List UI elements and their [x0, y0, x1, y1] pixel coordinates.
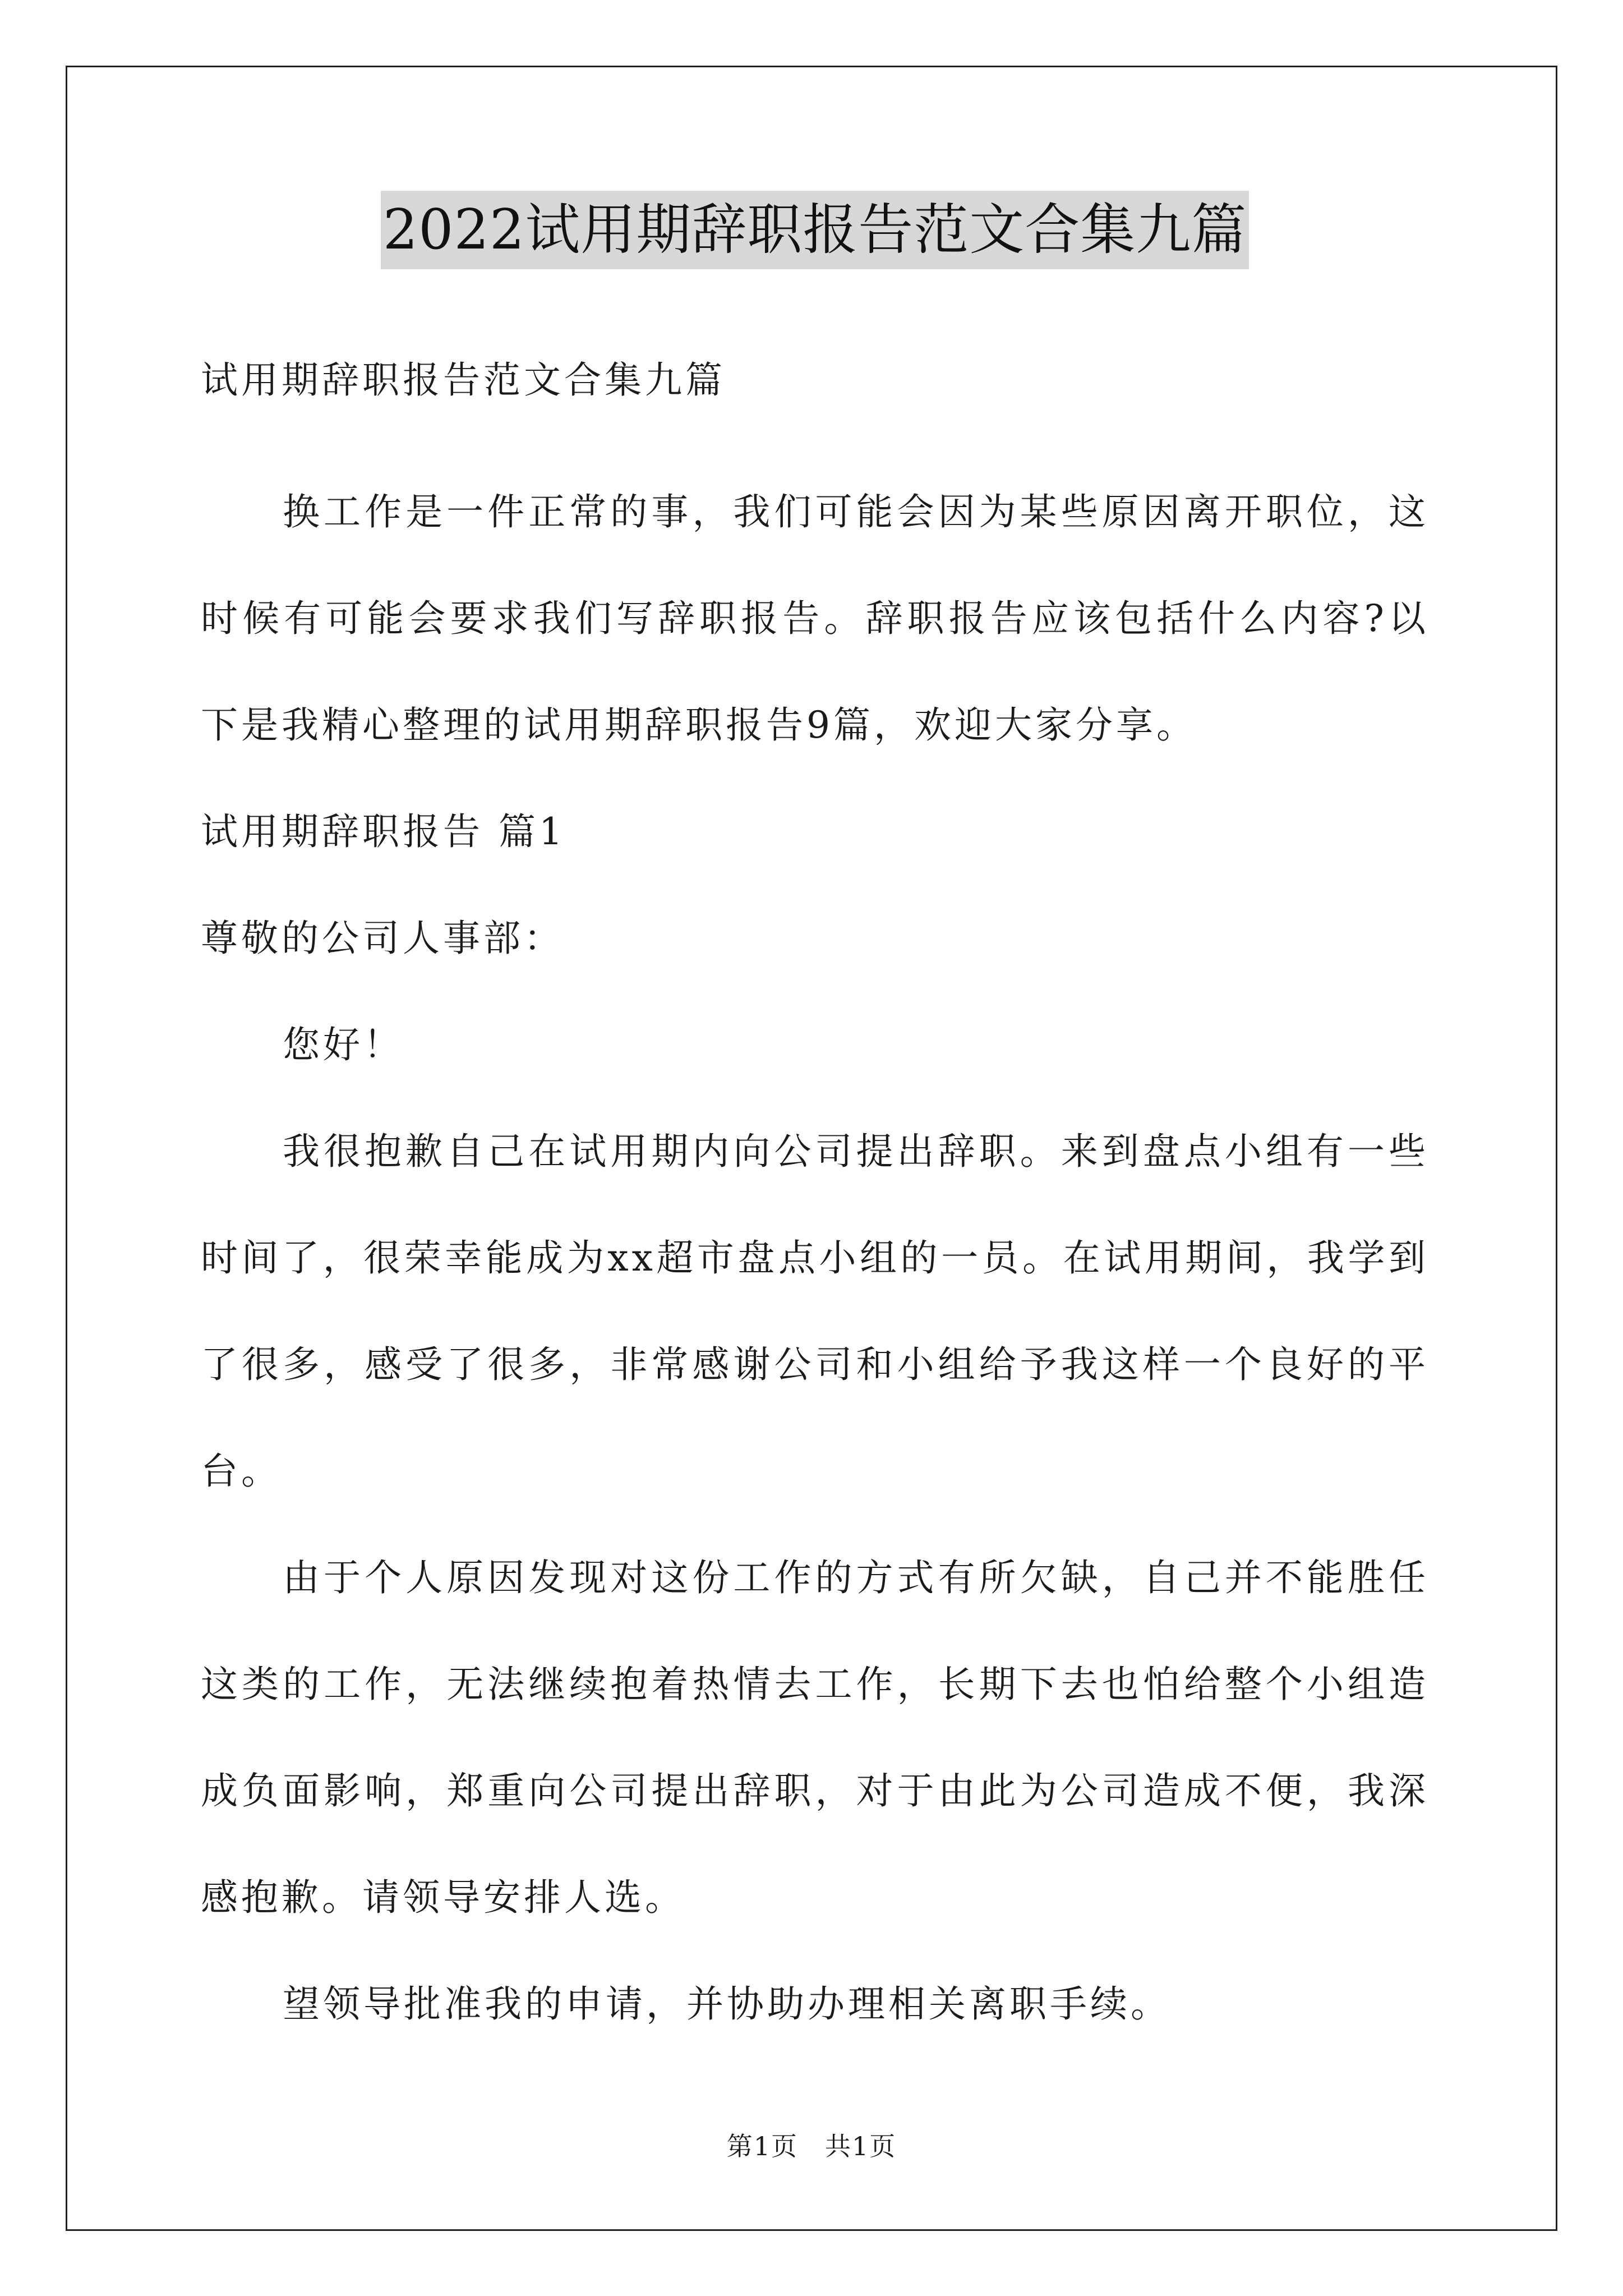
body-paragraph: 我很抱歉自己在试用期内向公司提出辞职。来到盘点小组有一些时间了，很荣幸能成为xx超市盘点小组的一员。在试用期间，我学到了很多，感受了很多，非常感谢公司和小组给予我这样一个良好的平台。: [201, 1130, 1429, 1493]
document-subtitle: 试用期辞职报告范文合集九篇: [201, 358, 726, 402]
body-paragraph: 由于个人原因发现对这份工作的方式有所欠缺，自己并不能胜任这类的工作，无法继续抱着热情去工作，长期下去也怕给整个小组造成负面影响，郑重向公司提出辞职，对于由此为公司造成不便，我深感抱歉。请领导安排人选。: [201, 1556, 1429, 1919]
salutation: 尊敬的公司人事部：: [201, 917, 564, 960]
section-heading: 试用期辞职报告 篇1: [201, 810, 566, 853]
document-body: [201, 191, 1429, 2058]
body-paragraph: 望领导批准我的申请，并协助办理相关离职手续。: [283, 1982, 1171, 2026]
intro-paragraph: 换工作是一件正常的事，我们可能会因为某些原因离开职位，这时候有可能会要求我们写辞职报告。辞职报告应该包括什么内容?以下是我精心整理的试用期辞职报告9篇，欢迎大家分享。: [201, 490, 1429, 747]
document-title: 2022试用期辞职报告范文合集九篇: [381, 191, 1249, 269]
page-footer: 第1页 共1页: [726, 2131, 897, 2161]
greeting: 您好！: [283, 1023, 404, 1066]
title-container: [201, 191, 1429, 269]
